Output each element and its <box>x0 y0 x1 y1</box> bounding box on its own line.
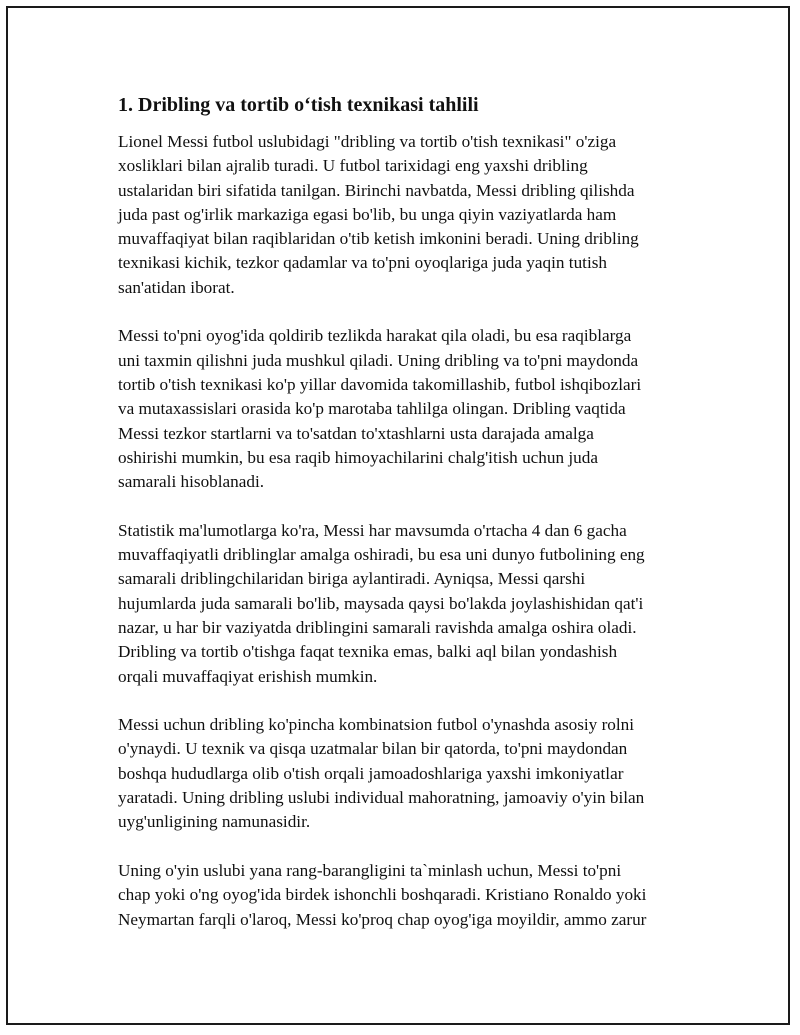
paragraph-line: uyg'unligining namunasidir. <box>118 812 311 832</box>
paragraph-line: muvaffaqiyat bilan raqiblaridan o'tib ketish imkonini beradi. Uning dribling <box>118 229 639 249</box>
paragraph-line: ustalaridan biri sifatida tanilgan. Birinchi navbatda, Messi dribling qilishda <box>118 180 635 200</box>
paragraph-line: Messi uchun dribling ko'pincha kombinatsion futbol o'ynashda asosiy rolni <box>118 715 635 735</box>
paragraph-line: uni taxmin qilishni juda mushkul qiladi. Uning dribling va to'pni maydonda <box>118 350 639 370</box>
paragraph-line: Dribling va tortib o'tishga faqat texnika emas, balki aql bilan yondashish <box>118 642 618 662</box>
paragraph-line: san'atidan iborat. <box>118 277 235 297</box>
paragraph-line: muvaffaqiyatli driblinglar amalga oshiradi, bu esa uni dunyo futbolining eng <box>118 545 645 565</box>
section-heading: 1. Dribling va tortib o‘tish texnikasi tahlili <box>118 94 479 116</box>
paragraph-line: boshqa hududlarga olib o'tish orqali jamoadoshlariga yaxshi imkoniyatlar <box>118 763 624 783</box>
paragraph-5 <box>118 859 688 932</box>
paragraph-line: yaratadi. Uning dribling uslubi individual mahoratning, jamoaviy o'yin bilan <box>118 788 645 808</box>
paragraph-line: samarali hisoblanadi. <box>118 472 265 492</box>
paragraph-line: texnikasi kichik, tezkor qadamlar va to'pni oyoqlariga juda yaqin tutish <box>118 253 607 273</box>
paragraph-line: Statistik ma'lumotlarga ko'ra, Messi har mavsumda o'rtacha 4 dan 6 gacha <box>118 520 627 540</box>
paragraph-line: nazar, u har bir vaziyatda driblingini samarali ravishda amalga oshira oladi. <box>118 617 637 637</box>
paragraph-line: orqali muvaffaqiyat erishish mumkin. <box>118 666 378 686</box>
paragraph-line: hujumlarda juda samarali bo'lib, maysada qaysi bo'lakda joylashishidan qat'i <box>118 593 644 613</box>
paragraph-line: oshirishi mumkin, bu esa raqib himoyachilarini chalg'itish uchun juda <box>118 447 598 467</box>
paragraph-2 <box>118 324 688 494</box>
paragraph-line: tortib o'tish texnikasi ko'p yillar davomida takomillashib, futbol ishqibozlari <box>118 374 642 394</box>
paragraph-line: Messi tezkor startlarni va to'satdan to'xtashlarni usta darajada amalga <box>118 423 594 443</box>
paragraph-3 <box>118 519 688 689</box>
paragraph-line: Messi to'pni oyog'ida qoldirib tezlikda harakat qila oladi, bu esa raqiblarga <box>118 326 632 346</box>
paragraph-line: va mutaxassislari orasida ko'p marotaba tahlilga olingan. Dribling vaqtida <box>118 399 626 419</box>
document-body <box>118 92 688 956</box>
paragraph-line: xosliklari bilan ajralib turadi. U futbol tarixidagi eng yaxshi dribling <box>118 156 588 176</box>
paragraph-line: Neymartan farqli o'laroq, Messi ko'proq chap oyog'iga moyildir, ammo zarur <box>118 909 647 929</box>
paragraph-1 <box>118 130 688 300</box>
paragraph-line: chap yoki o'ng oyog'ida birdek ishonchli boshqaradi. Kristiano Ronaldo yoki <box>118 885 647 905</box>
paragraph-4 <box>118 713 688 834</box>
paragraph-line: o'ynaydi. U texnik va qisqa uzatmalar bilan bir qatorda, to'pni maydondan <box>118 739 628 759</box>
paragraph-line: juda past og'irlik markaziga egasi bo'lib, bu unga qiyin vaziyatlarda ham <box>118 204 617 224</box>
paragraph-line: Lionel Messi futbol uslubidagi "dribling va tortib o'tish texnikasi" o'ziga <box>118 132 617 151</box>
paragraph-line: samarali driblingchilaridan biriga aylantiradi. Ayniqsa, Messi qarshi <box>118 569 586 589</box>
paragraph-line: Uning o'yin uslubi yana rang-barangligini ta`minlash uchun, Messi to'pni <box>118 860 622 880</box>
